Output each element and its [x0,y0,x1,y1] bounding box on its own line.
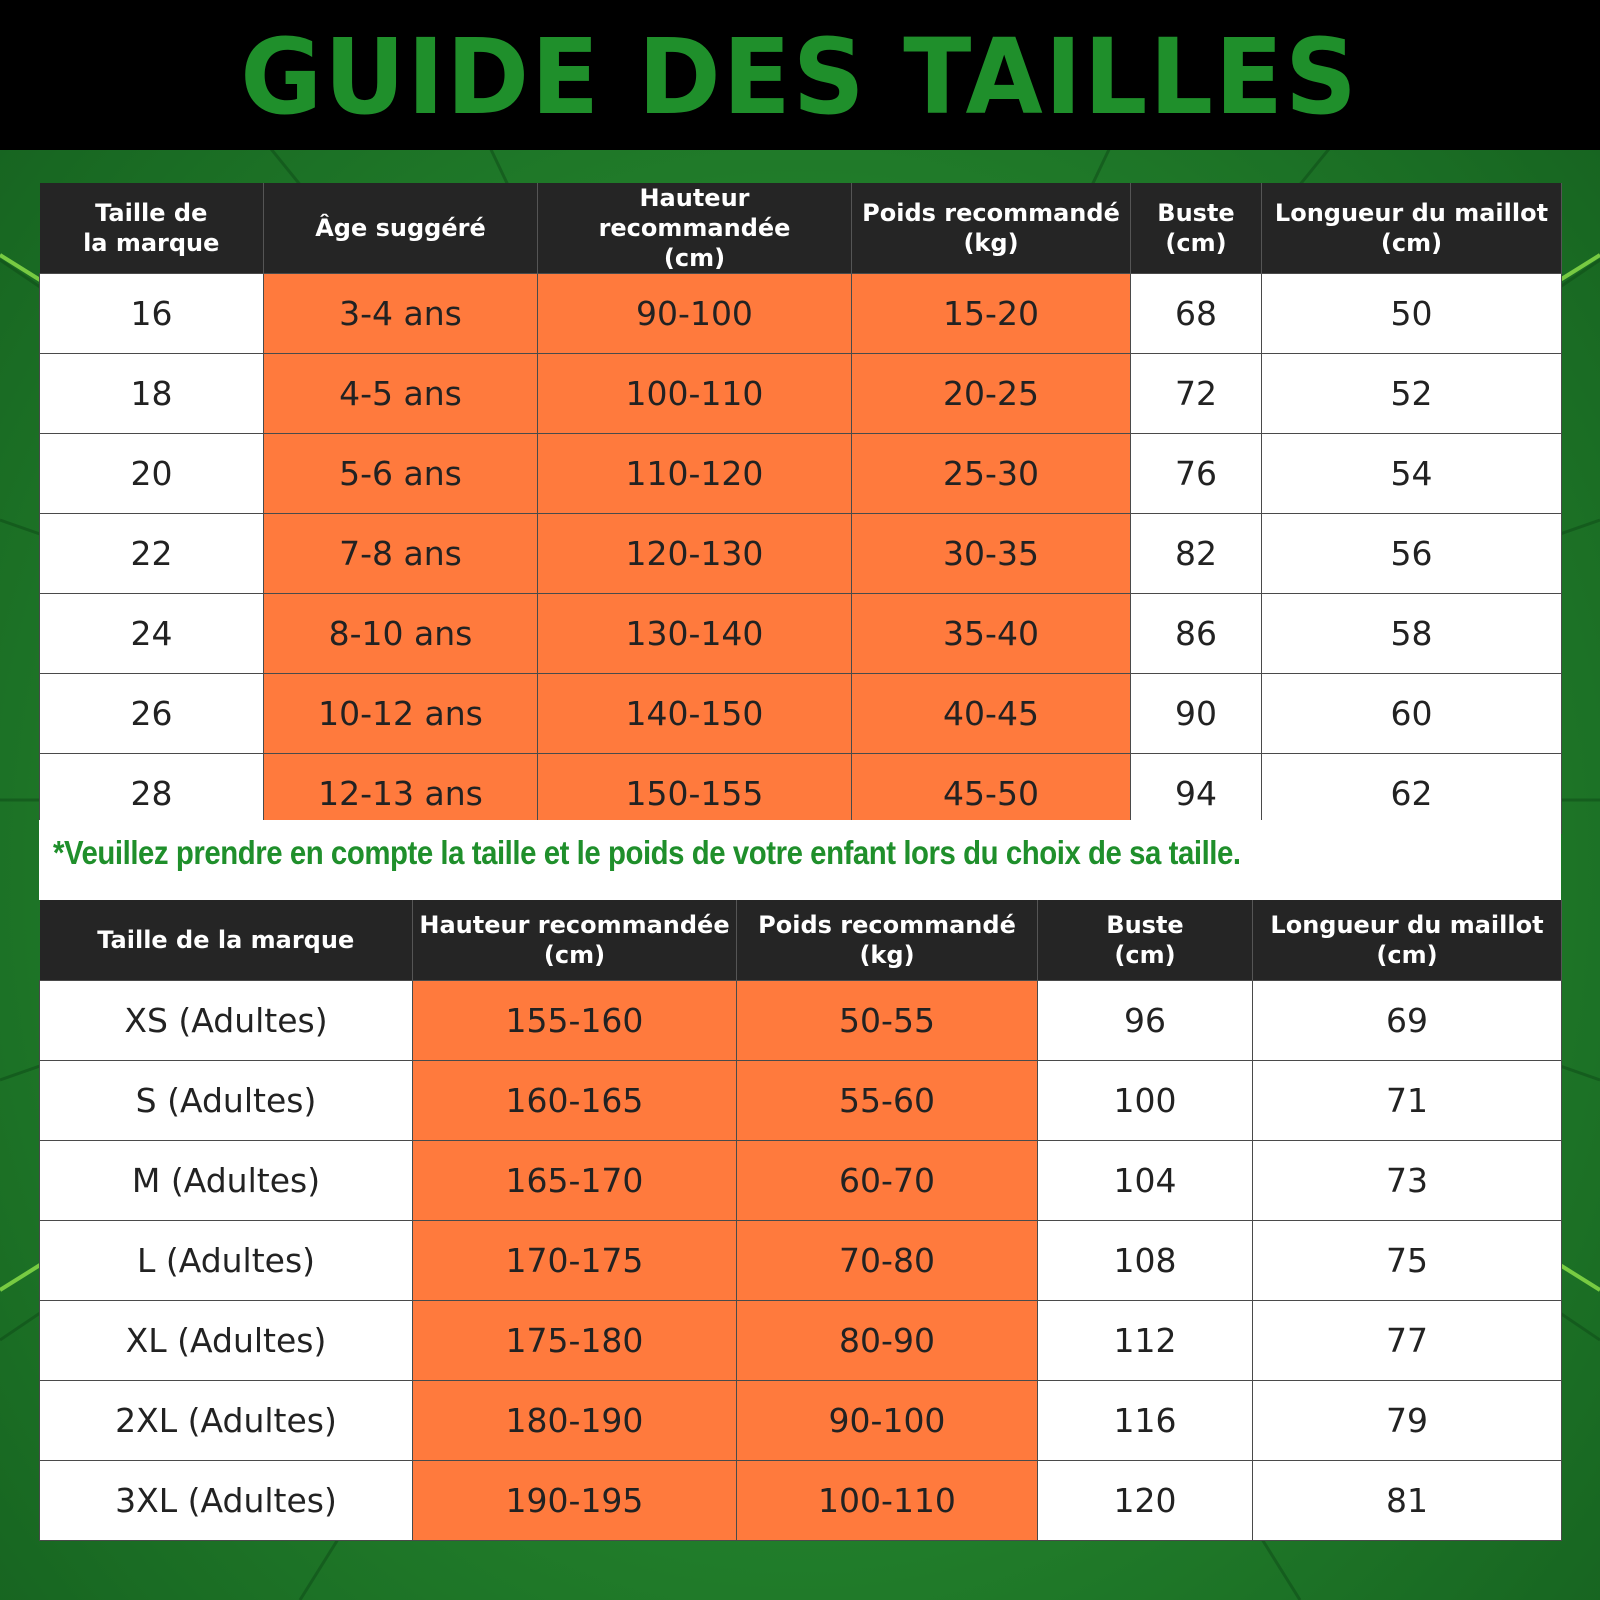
cell-length: 73 [1253,1141,1562,1221]
cell-height: 130-140 [538,594,852,674]
cell-length: 56 [1262,514,1562,594]
cell-age: 7-8 ans [264,514,538,594]
cell-weight: 15-20 [852,274,1131,354]
cell-bust: 108 [1038,1221,1253,1301]
cell-bust: 96 [1038,981,1253,1061]
cell-weight: 40-45 [852,674,1131,754]
cell-height: 150-155 [538,754,852,834]
cell-brand-size: 3XL (Adultes) [40,1461,413,1541]
cell-height: 165-170 [413,1141,737,1221]
table-row [40,981,1562,1061]
table-row [40,434,1562,514]
cell-height: 140-150 [538,674,852,754]
cell-age: 3-4 ans [264,274,538,354]
cell-length: 69 [1253,981,1562,1061]
table-row [40,514,1562,594]
adults-header-length: Longueur du maillot (cm) [1253,900,1562,981]
cell-weight: 90-100 [737,1381,1038,1461]
cell-age: 8-10 ans [264,594,538,674]
cell-weight: 100-110 [737,1461,1038,1541]
cell-length: 52 [1262,354,1562,434]
table-row [40,1061,1562,1141]
cell-bust: 76 [1131,434,1262,514]
adults-size-table [39,900,1562,1541]
size-advice-note [39,820,1561,900]
cell-brand-size: 20 [40,434,264,514]
cell-length: 81 [1253,1461,1562,1541]
kids-header-weight: Poids recommandé (kg) [852,183,1131,274]
cell-length: 50 [1262,274,1562,354]
cell-brand-size: 2XL (Adultes) [40,1381,413,1461]
cell-height: 190-195 [413,1461,737,1541]
cell-height: 160-165 [413,1061,737,1141]
cell-height: 120-130 [538,514,852,594]
cell-height: 100-110 [538,354,852,434]
cell-bust: 120 [1038,1461,1253,1541]
cell-brand-size: 16 [40,274,264,354]
kids-header-brand-size: Taille de la marque [40,183,264,274]
cell-height: 155-160 [413,981,737,1061]
cell-weight: 45-50 [852,754,1131,834]
cell-height: 110-120 [538,434,852,514]
cell-length: 54 [1262,434,1562,514]
cell-age: 5-6 ans [264,434,538,514]
page-title: GUIDE DES TAILLES [240,16,1360,138]
kids-header-age: Âge suggéré [264,183,538,274]
cell-bust: 94 [1131,754,1262,834]
table-row [40,1461,1562,1541]
adults-header-brand-size: Taille de la marque [40,900,413,981]
cell-bust: 100 [1038,1061,1253,1141]
kids-header-height: Hauteur recommandée (cm) [538,183,852,274]
cell-length: 62 [1262,754,1562,834]
table-row [40,674,1562,754]
cell-weight: 30-35 [852,514,1131,594]
cell-weight: 50-55 [737,981,1038,1061]
cell-bust: 112 [1038,1301,1253,1381]
cell-brand-size: S (Adultes) [40,1061,413,1141]
cell-bust: 90 [1131,674,1262,754]
cell-height: 180-190 [413,1381,737,1461]
table-row [40,274,1562,354]
cell-length: 75 [1253,1221,1562,1301]
cell-age: 10-12 ans [264,674,538,754]
cell-brand-size: 26 [40,674,264,754]
note-text: *Veuillez prendre en compte la taille et le poids de votre enfant lors du choix de sa taille. [53,834,1241,871]
title-banner [0,0,1600,150]
kids-header-bust: Buste (cm) [1131,183,1262,274]
kids-size-table [39,183,1562,834]
cell-brand-size: XL (Adultes) [40,1301,413,1381]
adults-header-height: Hauteur recommandée (cm) [413,900,737,981]
cell-length: 79 [1253,1381,1562,1461]
cell-height: 90-100 [538,274,852,354]
cell-bust: 86 [1131,594,1262,674]
cell-height: 170-175 [413,1221,737,1301]
cell-brand-size: XS (Adultes) [40,981,413,1061]
cell-length: 58 [1262,594,1562,674]
cell-weight: 70-80 [737,1221,1038,1301]
cell-weight: 25-30 [852,434,1131,514]
cell-weight: 55-60 [737,1061,1038,1141]
cell-brand-size: 18 [40,354,264,434]
table-row [40,1141,1562,1221]
kids-header-row [40,183,1562,274]
adults-header-weight: Poids recommandé (kg) [737,900,1038,981]
table-row [40,354,1562,434]
table-row [40,594,1562,674]
cell-age: 12-13 ans [264,754,538,834]
adults-header-row [40,900,1562,981]
cell-weight: 80-90 [737,1301,1038,1381]
cell-height: 175-180 [413,1301,737,1381]
adults-header-bust: Buste (cm) [1038,900,1253,981]
cell-bust: 104 [1038,1141,1253,1221]
cell-length: 71 [1253,1061,1562,1141]
table-row [40,1301,1562,1381]
cell-brand-size: L (Adultes) [40,1221,413,1301]
table-row [40,1221,1562,1301]
cell-age: 4-5 ans [264,354,538,434]
cell-brand-size: M (Adultes) [40,1141,413,1221]
table-row [40,1381,1562,1461]
cell-weight: 35-40 [852,594,1131,674]
cell-brand-size: 22 [40,514,264,594]
cell-bust: 72 [1131,354,1262,434]
cell-brand-size: 24 [40,594,264,674]
cell-brand-size: 28 [40,754,264,834]
cell-length: 77 [1253,1301,1562,1381]
cell-bust: 82 [1131,514,1262,594]
cell-length: 60 [1262,674,1562,754]
kids-header-length: Longueur du maillot (cm) [1262,183,1562,274]
cell-weight: 60-70 [737,1141,1038,1221]
cell-bust: 116 [1038,1381,1253,1461]
cell-weight: 20-25 [852,354,1131,434]
cell-bust: 68 [1131,274,1262,354]
